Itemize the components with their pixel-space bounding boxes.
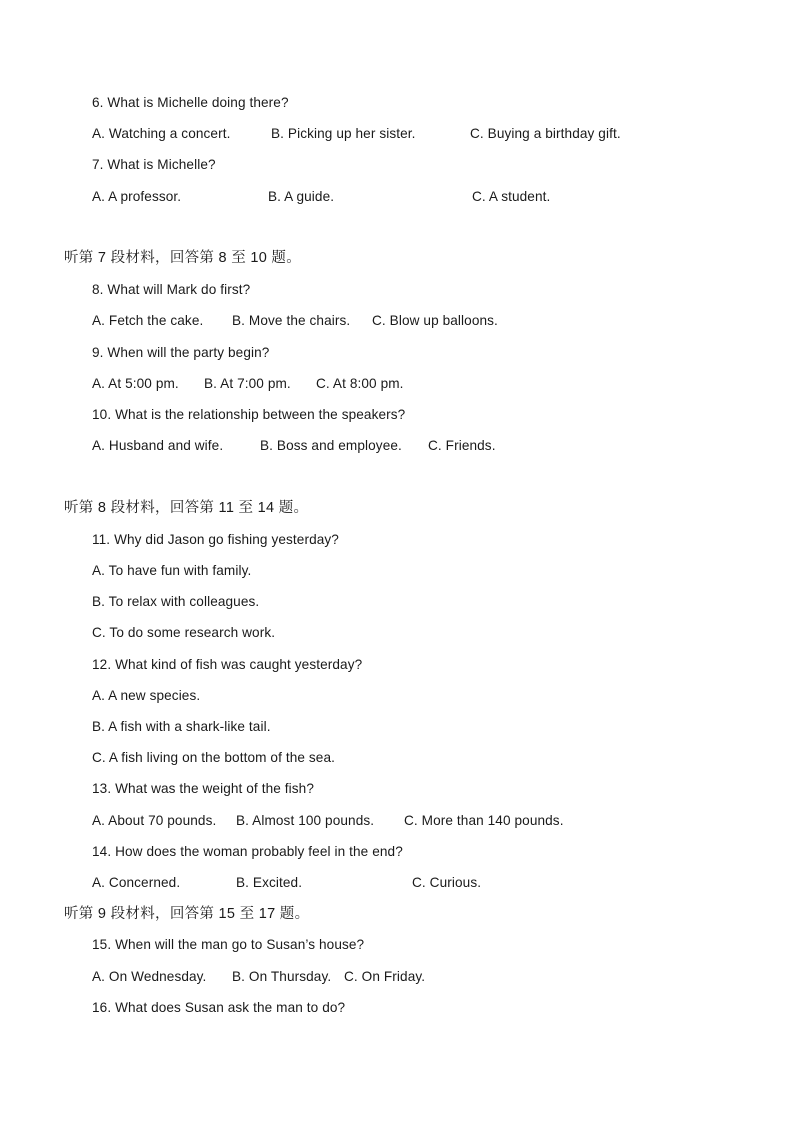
question-10: 10. What is the relationship between the speakers? [92, 407, 406, 422]
option-12b: B. A fish with a shark-like tail. [92, 719, 271, 734]
option-8a: A. Fetch the cake. [92, 313, 204, 328]
option-11c: C. To do some research work. [92, 625, 276, 640]
option-7c: C. A student. [472, 189, 551, 204]
option-13c: C. More than 140 pounds. [404, 813, 564, 828]
question-11: 11. Why did Jason go fishing yesterday? [92, 532, 339, 547]
section-heading-7: 听第 7 段材料，回答第 8 至 10 题。 [64, 250, 302, 266]
question-9: 9. When will the party begin? [92, 345, 270, 360]
question-6: 6. What is Michelle doing there? [92, 95, 289, 110]
option-10a: A. Husband and wife. [92, 438, 224, 453]
option-6b: B. Picking up her sister. [271, 126, 416, 141]
option-14c: C. Curious. [412, 875, 482, 890]
question-13: 13. What was the weight of the fish? [92, 781, 314, 796]
option-6c: C. Buying a birthday gift. [470, 126, 621, 141]
option-15c: C. On Friday. [344, 969, 426, 984]
question-14: 14. How does the woman probably feel in the end? [92, 844, 403, 859]
option-7a: A. A professor. [92, 189, 182, 204]
option-14b: B. Excited. [236, 875, 303, 890]
option-8c: C. Blow up balloons. [372, 313, 498, 328]
option-8b: B. Move the chairs. [232, 313, 351, 328]
option-10b: B. Boss and employee. [260, 438, 402, 453]
options-row-14 [0, 874, 794, 892]
option-13a: A. About 70 pounds. [92, 813, 217, 828]
option-15b: B. On Thursday. [232, 969, 332, 984]
option-6a: A. Watching a concert. [92, 126, 231, 141]
question-16: 16. What does Susan ask the man to do? [92, 1000, 346, 1015]
question-15: 15. When will the man go to Susan’s house? [92, 937, 365, 952]
options-row-8 [0, 312, 794, 330]
option-9a: A. At 5:00 pm. [92, 376, 179, 391]
section-heading-9: 听第 9 段材料，回答第 15 至 17 题。 [64, 906, 310, 922]
option-10c: C. Friends. [428, 438, 496, 453]
options-row-7 [0, 188, 794, 206]
options-row-13 [0, 812, 794, 830]
question-8: 8. What will Mark do first? [92, 282, 251, 297]
option-14a: A. Concerned. [92, 875, 181, 890]
option-13b: B. Almost 100 pounds. [236, 813, 375, 828]
options-row-9 [0, 375, 794, 393]
section-heading-8: 听第 8 段材料，回答第 11 至 14 题。 [64, 500, 309, 516]
option-12c: C. A fish living on the bottom of the sea. [92, 750, 335, 765]
options-row-6 [0, 125, 794, 143]
option-9c: C. At 8:00 pm. [316, 376, 404, 391]
option-12a: A. A new species. [92, 688, 201, 703]
option-15a: A. On Wednesday. [92, 969, 207, 984]
option-7b: B. A guide. [268, 189, 335, 204]
options-row-15 [0, 968, 794, 986]
option-9b: B. At 7:00 pm. [204, 376, 291, 391]
option-11a: A. To have fun with family. [92, 563, 252, 578]
question-12: 12. What kind of fish was caught yesterday? [92, 657, 363, 672]
options-row-10 [0, 437, 794, 455]
option-11b: B. To relax with colleagues. [92, 594, 260, 609]
question-7: 7. What is Michelle? [92, 157, 216, 172]
